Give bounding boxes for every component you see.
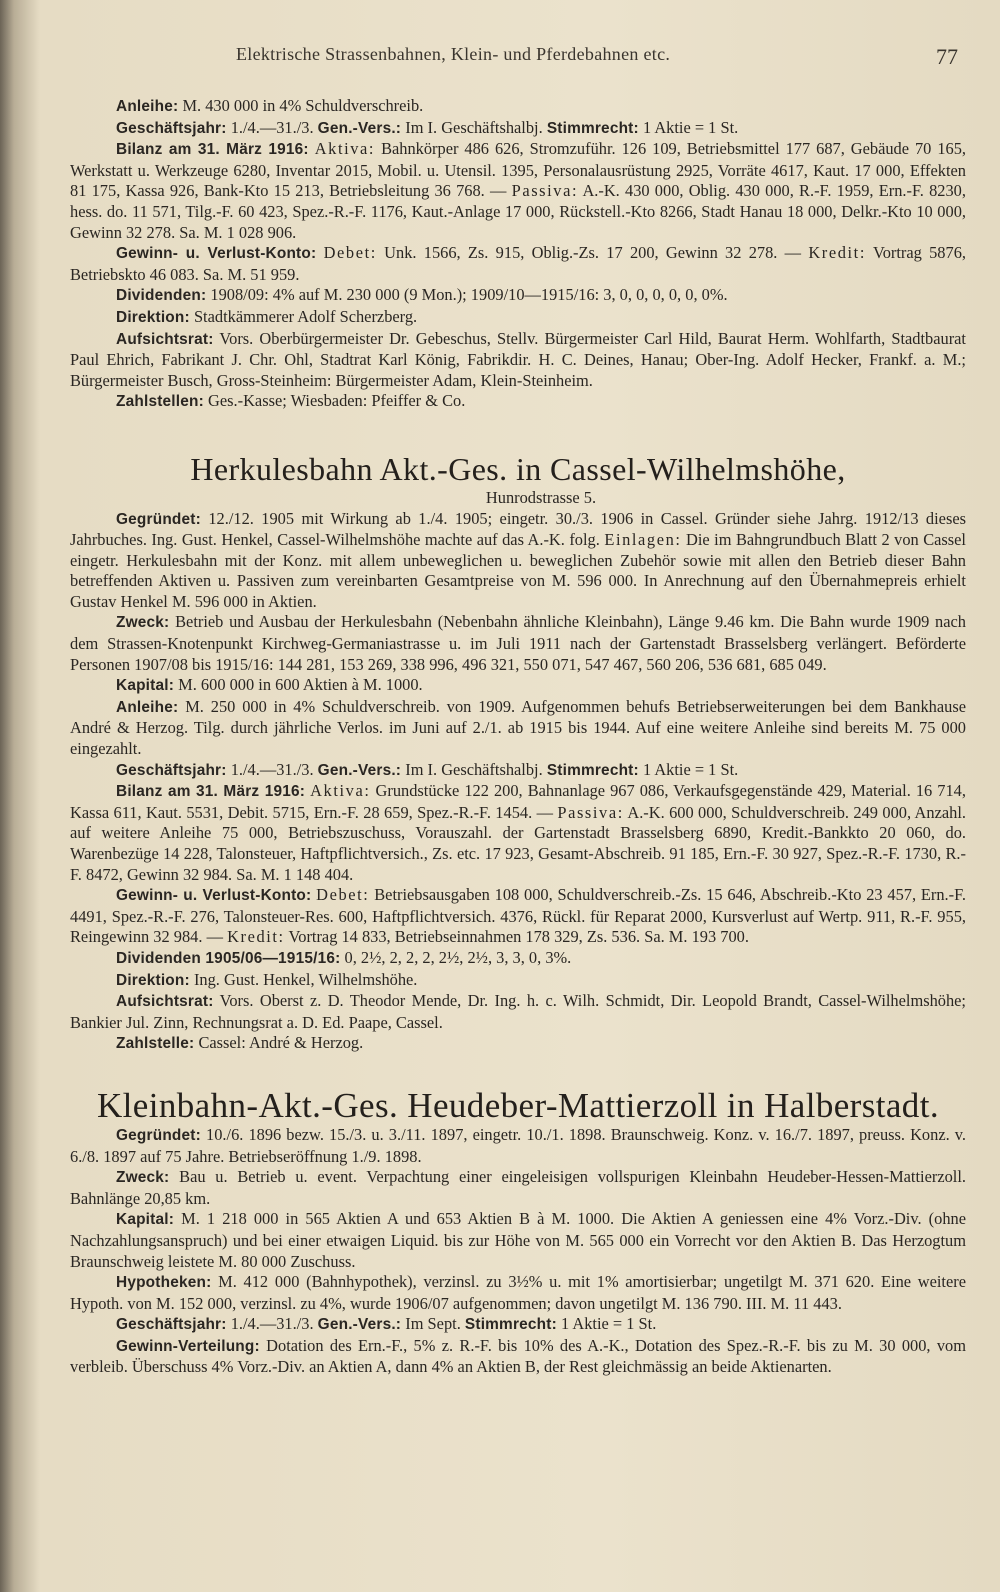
label-spaced: Kredit: — [227, 927, 285, 947]
company-title: Kleinbahn-Akt.-Ges. Heudeber-Mattierzoll in Halberstadt. — [97, 1085, 939, 1125]
paragraph-hypotheken — [70, 1272, 966, 1314]
company-title: Herkulesbahn Akt.-Ges. in Cassel-Wilhelmshöhe, — [190, 450, 846, 487]
paragraph-anleihe — [70, 96, 966, 118]
paragraph-aufsichtsrat — [70, 991, 966, 1033]
text: 10./6. 1896 bezw. 15./3. u. 3./11. 1897, eingetr. 10./1. 1898. Braunschweig. Konz. v. 16./7. 1897, preuss. Konz. v. 6./8. 1897 auf 75 Jahre. Betriebseröffnung 1./9. 1898. — [70, 1124, 967, 1166]
label-spaced: Passiva: — [557, 802, 624, 822]
label: Gen.-Vers.: — [317, 119, 402, 137]
paragraph-aufsichtsrat — [70, 329, 966, 392]
label: Gewinn- u. Verlust-Konto: — [116, 245, 317, 263]
text: 1./4.—31./3. — [230, 1314, 314, 1334]
label: Dividenden 1905/06—1915/16: — [116, 949, 341, 967]
label: Geschäftsjahr: — [116, 761, 227, 779]
paragraph-zweck — [70, 612, 966, 675]
label-spaced: Kredit: — [808, 243, 866, 263]
text: 12./12. 1905 mit Wirkung ab 1./4. 1905; eingetr. 30./3. 1906 in Cassel. Gründer siehe Jahrg. 1912/13 dieses Jahrbuches. Ing. Gust. Henkel, Cassel-Wilhelmshöhe machte auf das A.-K. folg. — [70, 508, 966, 550]
label: Stimmrecht: — [464, 1316, 557, 1334]
label: Zweck: — [116, 614, 170, 632]
text: Im Sept. — [405, 1314, 461, 1334]
label: Direktion: — [116, 971, 190, 989]
text: Cassel: André & Herzog. — [198, 1033, 364, 1053]
text: M. 250 000 in 4% Schuldverschreib. von 1909. Aufgenommen behufs Betriebserweiterungen bei dem Bankhause André & Herzog. Tilg. durch jährliche Verlos. im Juni auf 2./1. ab 1915 bis 1944. Auf eine weitere Anleihe sind bereits M. 75 000 eingezahlt. — [70, 696, 966, 759]
label-spaced: Passiva: — [511, 181, 579, 201]
label: Bilanz am 31. März 1916: — [116, 783, 306, 801]
paragraph-bilanz — [70, 139, 966, 243]
text: Ing. Gust. Henkel, Wilhelmshöhe. — [193, 969, 418, 989]
text: Vors. Oberbürgermeister Dr. Gebeschus, Stellv. Bürgermeister Carl Hild, Baurat Herm. Wohlfarth, Stadtbaurat Paul Ehrich, Fabrikant J. Chr. Ohl, Stadtrat Karl König, Fabrikdir. H. C. Deines, Hanau; Ober-Ing. Adolf Hecker, Frankf. a. M.; Bürgermeister Busch, Gross-Steinheim: Bürgermeister Adam, Klein-Steinheim. — [70, 328, 966, 390]
text: Im I. Geschäftshalbj. — [405, 759, 543, 779]
text: 0, 2½, 2, 2, 2, 2½, 2½, 3, 3, 0, 3%. — [344, 947, 572, 967]
text: 1 Aktie = 1 St. — [642, 117, 739, 137]
label: Geschäftsjahr: — [116, 119, 227, 137]
label: Aufsichtsrat: — [116, 330, 214, 348]
text: Betrieb und Ausbau der Herkulesbahn (Nebenbahn ähnliche Kleinbahn), Länge 9.46 km. Die Bahn wurde 1909 nach dem Strassen-Knotenpunkt Kirchweg-Germaniastrasse u. im Juli 1911 nach der Gartenstadt Brasselsberg verlängert. Beförderte Personen 1907/08 bis 1915/16: 144 281, 153 269, 338 996, 496 321, 550 071, 547 467, 560 206, 536 681, 685 049. — [70, 612, 966, 674]
text: Im I. Geschäftshalbj. — [405, 117, 543, 137]
label: Zweck: — [116, 1169, 170, 1187]
paragraph-kapital — [70, 1209, 966, 1272]
label: Hypotheken: — [116, 1274, 212, 1292]
label: Aufsichtsrat: — [116, 993, 214, 1011]
label: Gen.-Vers.: — [317, 1316, 402, 1334]
paragraph-guv — [70, 243, 966, 285]
label: Gen.-Vers.: — [317, 761, 402, 779]
text: Unk. 1566, Zs. 915, Oblig.-Zs. 17 200, Gewinn 32 278. — — [384, 243, 802, 263]
company-address: Hunrodstrasse 5. — [485, 487, 597, 507]
paragraph-geschaeftsjahr — [70, 1314, 966, 1336]
paragraph-gegruendet — [70, 509, 966, 613]
text: A.-K. 600 000, Schuldverschreib. 249 000, Anzahl. auf weitere Anleihe 75 000, Betriebszuschuss, Vorauszahl. der Gartenstadt Brasselsberg 6890, Kredit.-Bankkto 20 060, do. Warenbezüge 14 228, Talonsteuer, Haftpflichtversich., Zs. etc. 17 923, Gesamt-Abschreib. 91 185, Ern.-F. 30 927, Spez.-R.-F. 1730, R.-F. 8472, Gewinn 32 984. Sa. M. 1 148 404. — [70, 802, 966, 884]
entry-herkulesbahn — [70, 450, 966, 1055]
label: Kapital: — [116, 1211, 175, 1229]
label: Geschäftsjahr: — [116, 1316, 227, 1334]
paragraph-zweck — [70, 1167, 966, 1209]
text: Bahnkörper 486 626, Stromzuführ. 126 109, Betriebsmittel 177 687, Gebäude 70 165, Werkstatt u. Werkzeuge 6280, Inventar 2015, Mobil. u. Utensil. 1395, Personalausrüstung 2925, Vorräte 4617, Kaut. 17 000, Effekten 81 175, Kassa 926, Bank-Kto 15 213, Betriebsleitung 36 768. — — [70, 139, 967, 201]
label: Zahlstellen: — [116, 393, 204, 411]
page-number: 77 — [936, 44, 958, 69]
text: 1 Aktie = 1 St. — [642, 759, 739, 779]
text: 1./4.—31./3. — [230, 759, 314, 779]
label: Direktion: — [116, 308, 190, 326]
label: Zahlstelle: — [116, 1035, 195, 1053]
label: Stimmrecht: — [546, 119, 639, 137]
text: 1908/09: 4% auf M. 230 000 (9 Mon.); 1909/10—1915/16: 3, 0, 0, 0, 0, 0, 0%. — [210, 285, 728, 305]
text: Vortrag 14 833, Betriebseinnahmen 178 329, Zs. 536. Sa. M. 193 700. — [288, 927, 749, 947]
label: Gegründet: — [116, 510, 201, 528]
text: Vortrag 5876, Betriebskto 46 083. Sa. M. 51 959. — [70, 243, 966, 284]
running-title: Elektrische Strassenbahnen, Klein- und Pferdebahnen etc. — [236, 44, 671, 64]
text: A.-K. 430 000, Oblig. 430 000, R.-F. 1959, Ern.-F. 8230, hess. do. 11 571, Tilg.-F. 60 423, Spez.-R.-F. 1176, Kaut.-Anlage 17 000, Rückstell.-Kto 8266, Stadt Hanau 18 000, Delkr.-Kto 10 000, Gewinn 32 278. Sa. M. 1 028 906. — [70, 181, 966, 242]
label: Gewinn- u. Verlust-Konto: — [116, 887, 312, 905]
label: Anleihe: — [116, 98, 179, 115]
entry-hanau-continuation — [70, 96, 966, 413]
text: 1./4.—31./3. — [230, 117, 314, 137]
entry-heudeber-mattierzoll — [70, 1087, 966, 1378]
paragraph-geschaeftsjahr — [70, 118, 966, 140]
paragraph-direktion — [70, 970, 966, 992]
text: M. 430 000 in 4% Schuldverschreib. — [182, 96, 424, 115]
text: Grundstücke 122 200, Bahnanlage 967 086, Verkaufsgegenstände 429, Material. 16 714, Kassa 611, Kaut. 5531, Debit. 5715, Ern.-F. 28 659, Spez.-R.-F. 1454. — — [70, 781, 966, 822]
label: Stimmrecht: — [546, 761, 639, 779]
paragraph-kapital — [70, 675, 966, 697]
paragraph-gewinnverteilung — [70, 1336, 966, 1378]
text: Bau u. Betrieb u. event. Verpachtung einer eingeleisigen vollspurigen Kleinbahn Heudeber-Hessen-Mattierzoll. Bahnlänge 20,85 km. — [70, 1167, 966, 1208]
text: M. 1 218 000 in 565 Aktien A und 653 Aktien B à M. 1000. Die Aktien A geniessen eine 4% Vorz.-Div. (ohne Nachzahlungsanspruch) und bei einer etwaigen Liquid. bis zur Höhe von M. 565 000 ein Vorrecht vor den Aktien B. Das Herzogtum Braunschweig leistete M. 80 000 Zuschuss. — [70, 1209, 966, 1271]
label: Dividenden: — [116, 287, 207, 305]
page-body — [70, 96, 966, 1378]
paragraph-dividenden — [70, 948, 966, 970]
paragraph-anleihe — [70, 697, 966, 760]
label: Gewinn-Verteilung: — [116, 1337, 260, 1355]
text: Stadtkämmerer Adolf Scherzberg. — [193, 306, 418, 326]
paragraph-dividenden — [70, 285, 966, 307]
text: Vors. Oberst z. D. Theodor Mende, Dr. Ing. h. c. Wilh. Schmidt, Dir. Leopold Brandt, Cassel-Wilhelmshöhe; Bankier Jul. Zinn, Rechnungsrat a. D. Ed. Paape, Cassel. — [70, 991, 966, 1032]
label-spaced: Debet: — [323, 243, 377, 263]
label: Bilanz am 31. März 1916: — [116, 141, 309, 159]
paragraph-direktion — [70, 307, 966, 329]
label: Anleihe: — [116, 698, 179, 716]
paragraph-guv — [70, 885, 966, 948]
text: M. 412 000 (Bahnhypothek), verzinsl. zu 3½% u. mit 1% amortisierbar; ungetilgt M. 371 620. Eine weitere Hypoth. von M. 152 000, verzinsl. zu 4%, wurde 1906/07 aufgenommen; davon ungetilgt M. 136 790. III. M. 11 443. — [70, 1272, 966, 1313]
text: Betriebsausgaben 108 000, Schuldverschreib.-Zs. 15 646, Abschreib.-Kto 23 457, Ern.-F. 4491, Spez.-R.-F. 276, Talonsteuer-Res. 600, Haftpflichtversich. 4376, Rückl. für Reparat 2000, Kursverlust auf Wertp. 911, R.-F. 955, Reingewinn 32 984. — — [70, 885, 966, 947]
paragraph-bilanz — [70, 781, 966, 885]
label-spaced: Debet: — [316, 885, 370, 905]
label: Gegründet: — [116, 1126, 201, 1144]
paragraph-gegruendet — [70, 1125, 966, 1167]
label-spaced: Aktiva: — [310, 781, 371, 801]
label-spaced: Aktiva: — [314, 139, 376, 159]
text: Ges.-Kasse; Wiesbaden: Pfeiffer & Co. — [208, 391, 466, 411]
text: 1 Aktie = 1 St. — [561, 1314, 657, 1334]
label: Kapital: — [116, 677, 175, 695]
paragraph-zahlstellen — [70, 391, 966, 413]
paragraph-geschaeftsjahr — [70, 760, 966, 782]
text: Die im Bahngrundbuch Blatt 2 von Cassel eingetr. Herkulesbahn mit der Konz. mit allem unbeweglichen u. beweglichen Zubehör sowie mit allen den Betrieb dieser Bahn betreffenden Aktiven u. Passiven zum vereinbarten Gesamtpreise von M. 596 000. In Anrechnung auf den Übernahmepreis erhielt Gustav Henkel M. 596 000 in Aktien. — [70, 530, 966, 611]
paragraph-zahlstelle — [70, 1033, 966, 1055]
text: Dotation des Ern.-F., 5% z. R.-F. bis 10% des A.-K., Dotation des Spez.-R.-F. bis zu M. 30 000, vom verbleib. Überschuss 4% Vorz.-Div. an Aktien A, dann 4% an Aktien B, der Rest gleichmässig an beide Aktienarten. — [70, 1335, 966, 1377]
label-spaced: Einlagen: — [604, 530, 682, 550]
text: M. 600 000 in 600 Aktien à M. 1000. — [178, 675, 423, 695]
